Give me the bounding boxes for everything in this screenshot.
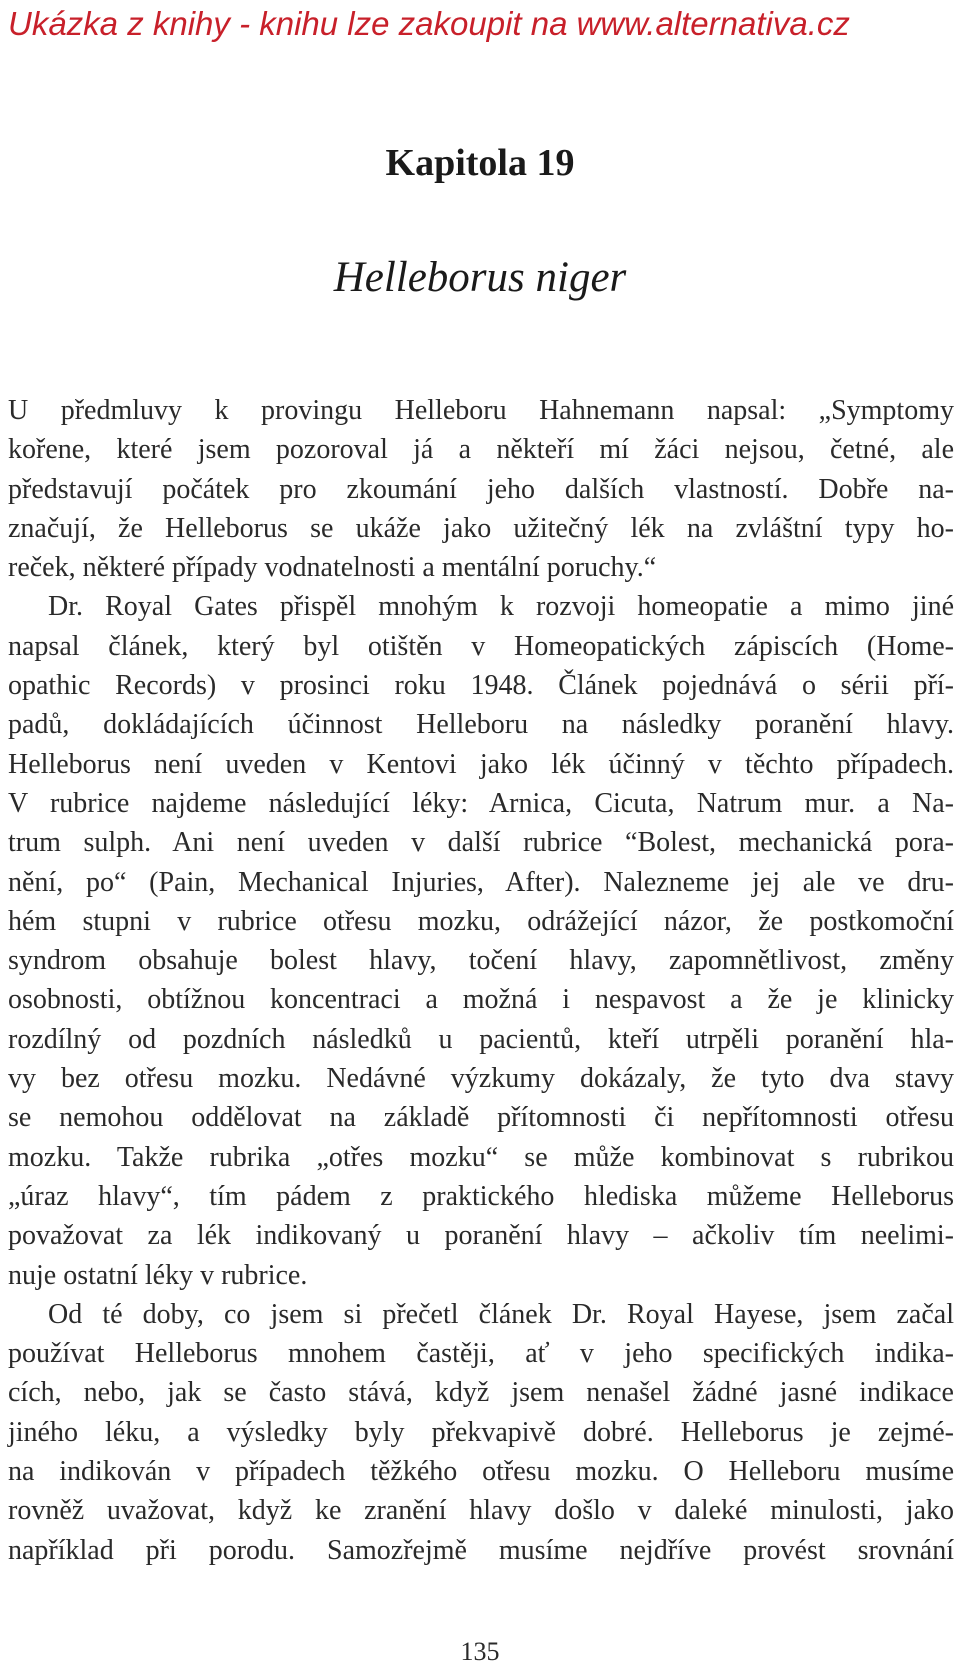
- text-line: rozdílný od pozdních následků u pacientů, kteří utrpěli poranění hla-: [8, 1023, 954, 1055]
- page-number: 135: [460, 1637, 500, 1666]
- text-line: nění, po“ (Pain, Mechanical Injuries, After). Nalezneme jej ale ve dru-: [8, 866, 954, 898]
- text-line: Dr. Royal Gates přispěl mnohým k rozvoji homeopatie a mimo jiné: [48, 591, 954, 623]
- text-line: hém stupni v rubrice otřesu mozku, odrážející názor, že postkomoční: [8, 905, 954, 937]
- text-line: nuje ostatní léky v rubrice.: [8, 1259, 308, 1291]
- text-line: V rubrice najdeme následující léky: Arnica, Cicuta, Natrum mur. a Na-: [8, 787, 954, 819]
- text-line: reček, některé případy vodnatelnosti a mentální poruchy.“: [8, 552, 657, 584]
- text-line: na indikován v případech těžkého otřesu mozku. O Helleboru musíme: [8, 1456, 954, 1488]
- text-line: jiného léku, a výsledky byly překvapivě dobré. Helleborus je zejmé-: [8, 1416, 954, 1448]
- text-line: trum sulph. Ani není uveden v další rubrice “Bolest, mechanická pora-: [8, 827, 954, 859]
- text-line: „úraz hlavy“, tím pádem z praktického hlediska můžeme Helleborus: [8, 1180, 954, 1212]
- text-line: vy bez otřesu mozku. Nedávné výzkumy dokázaly, že tyto dva stavy: [8, 1063, 954, 1095]
- text-line: osobnosti, obtížnou koncentraci a možná i nespavost a že je klinicky: [8, 984, 954, 1016]
- text-line: U předmluvy k provingu Helleboru Hahnemann napsal: „Symptomy: [8, 395, 954, 426]
- text-line: značují, že Helleborus se ukáže jako užitečný lék na zvláštní typy ho-: [8, 512, 954, 544]
- text-line: napsal článek, který byl otištěn v Homeopatických zápiscích (Home-: [8, 630, 954, 662]
- text-line: cích, nebo, jak se často stává, když jsem nenašel žádné jasné indikace: [8, 1377, 954, 1409]
- text-line: padů, dokládajících účinnost Helleboru na následky poranění hlavy.: [8, 709, 954, 741]
- text-line: Od té doby, co jsem si přečetl článek Dr. Royal Hayese, jsem začal: [48, 1298, 954, 1330]
- text-line: například při porodu. Samozřejmě musíme nejdříve provést srovnání: [8, 1534, 954, 1566]
- text-line: se nemohou oddělovat na základě přítomnosti či nepřítomnosti otřesu: [8, 1102, 954, 1134]
- text-line: považovat za lék indikovaný u poranění hlavy – ačkoliv tím neelimi-: [8, 1220, 954, 1252]
- promo-banner: Ukázka z knihy - knihu lze zakoupit na www.alternativa.cz: [8, 5, 850, 42]
- chapter-title: Helleborus niger: [333, 254, 627, 301]
- text-line: používat Helleborus mnohem častěji, ať v jeho specifických indika-: [8, 1338, 954, 1370]
- text-line: opathic Records) v prosinci roku 1948. Článek pojednává o sérii pří-: [8, 670, 954, 702]
- chapter-label: Kapitola 19: [385, 142, 575, 184]
- text-line: syndrom obsahuje bolest hlavy, točení hlavy, zapomnětlivost, změny: [8, 945, 954, 977]
- body-text: [8, 391, 954, 1570]
- text-line: představují počátek pro zkoumání jeho dalších vlastností. Dobře na-: [8, 473, 954, 505]
- text-line: Helleborus není uveden v Kentovi jako lék účinný v těchto případech.: [8, 748, 954, 780]
- text-line: mozku. Takže rubrika „otřes mozku“ se může kombinovat s rubrikou: [8, 1141, 954, 1173]
- text-line: kořene, které jsem pozoroval já a někteří mí žáci nejsou, četné, ale: [8, 434, 954, 466]
- text-line: rovněž uvažovat, když ke zranění hlavy došlo v daleké minulosti, jako: [8, 1495, 954, 1527]
